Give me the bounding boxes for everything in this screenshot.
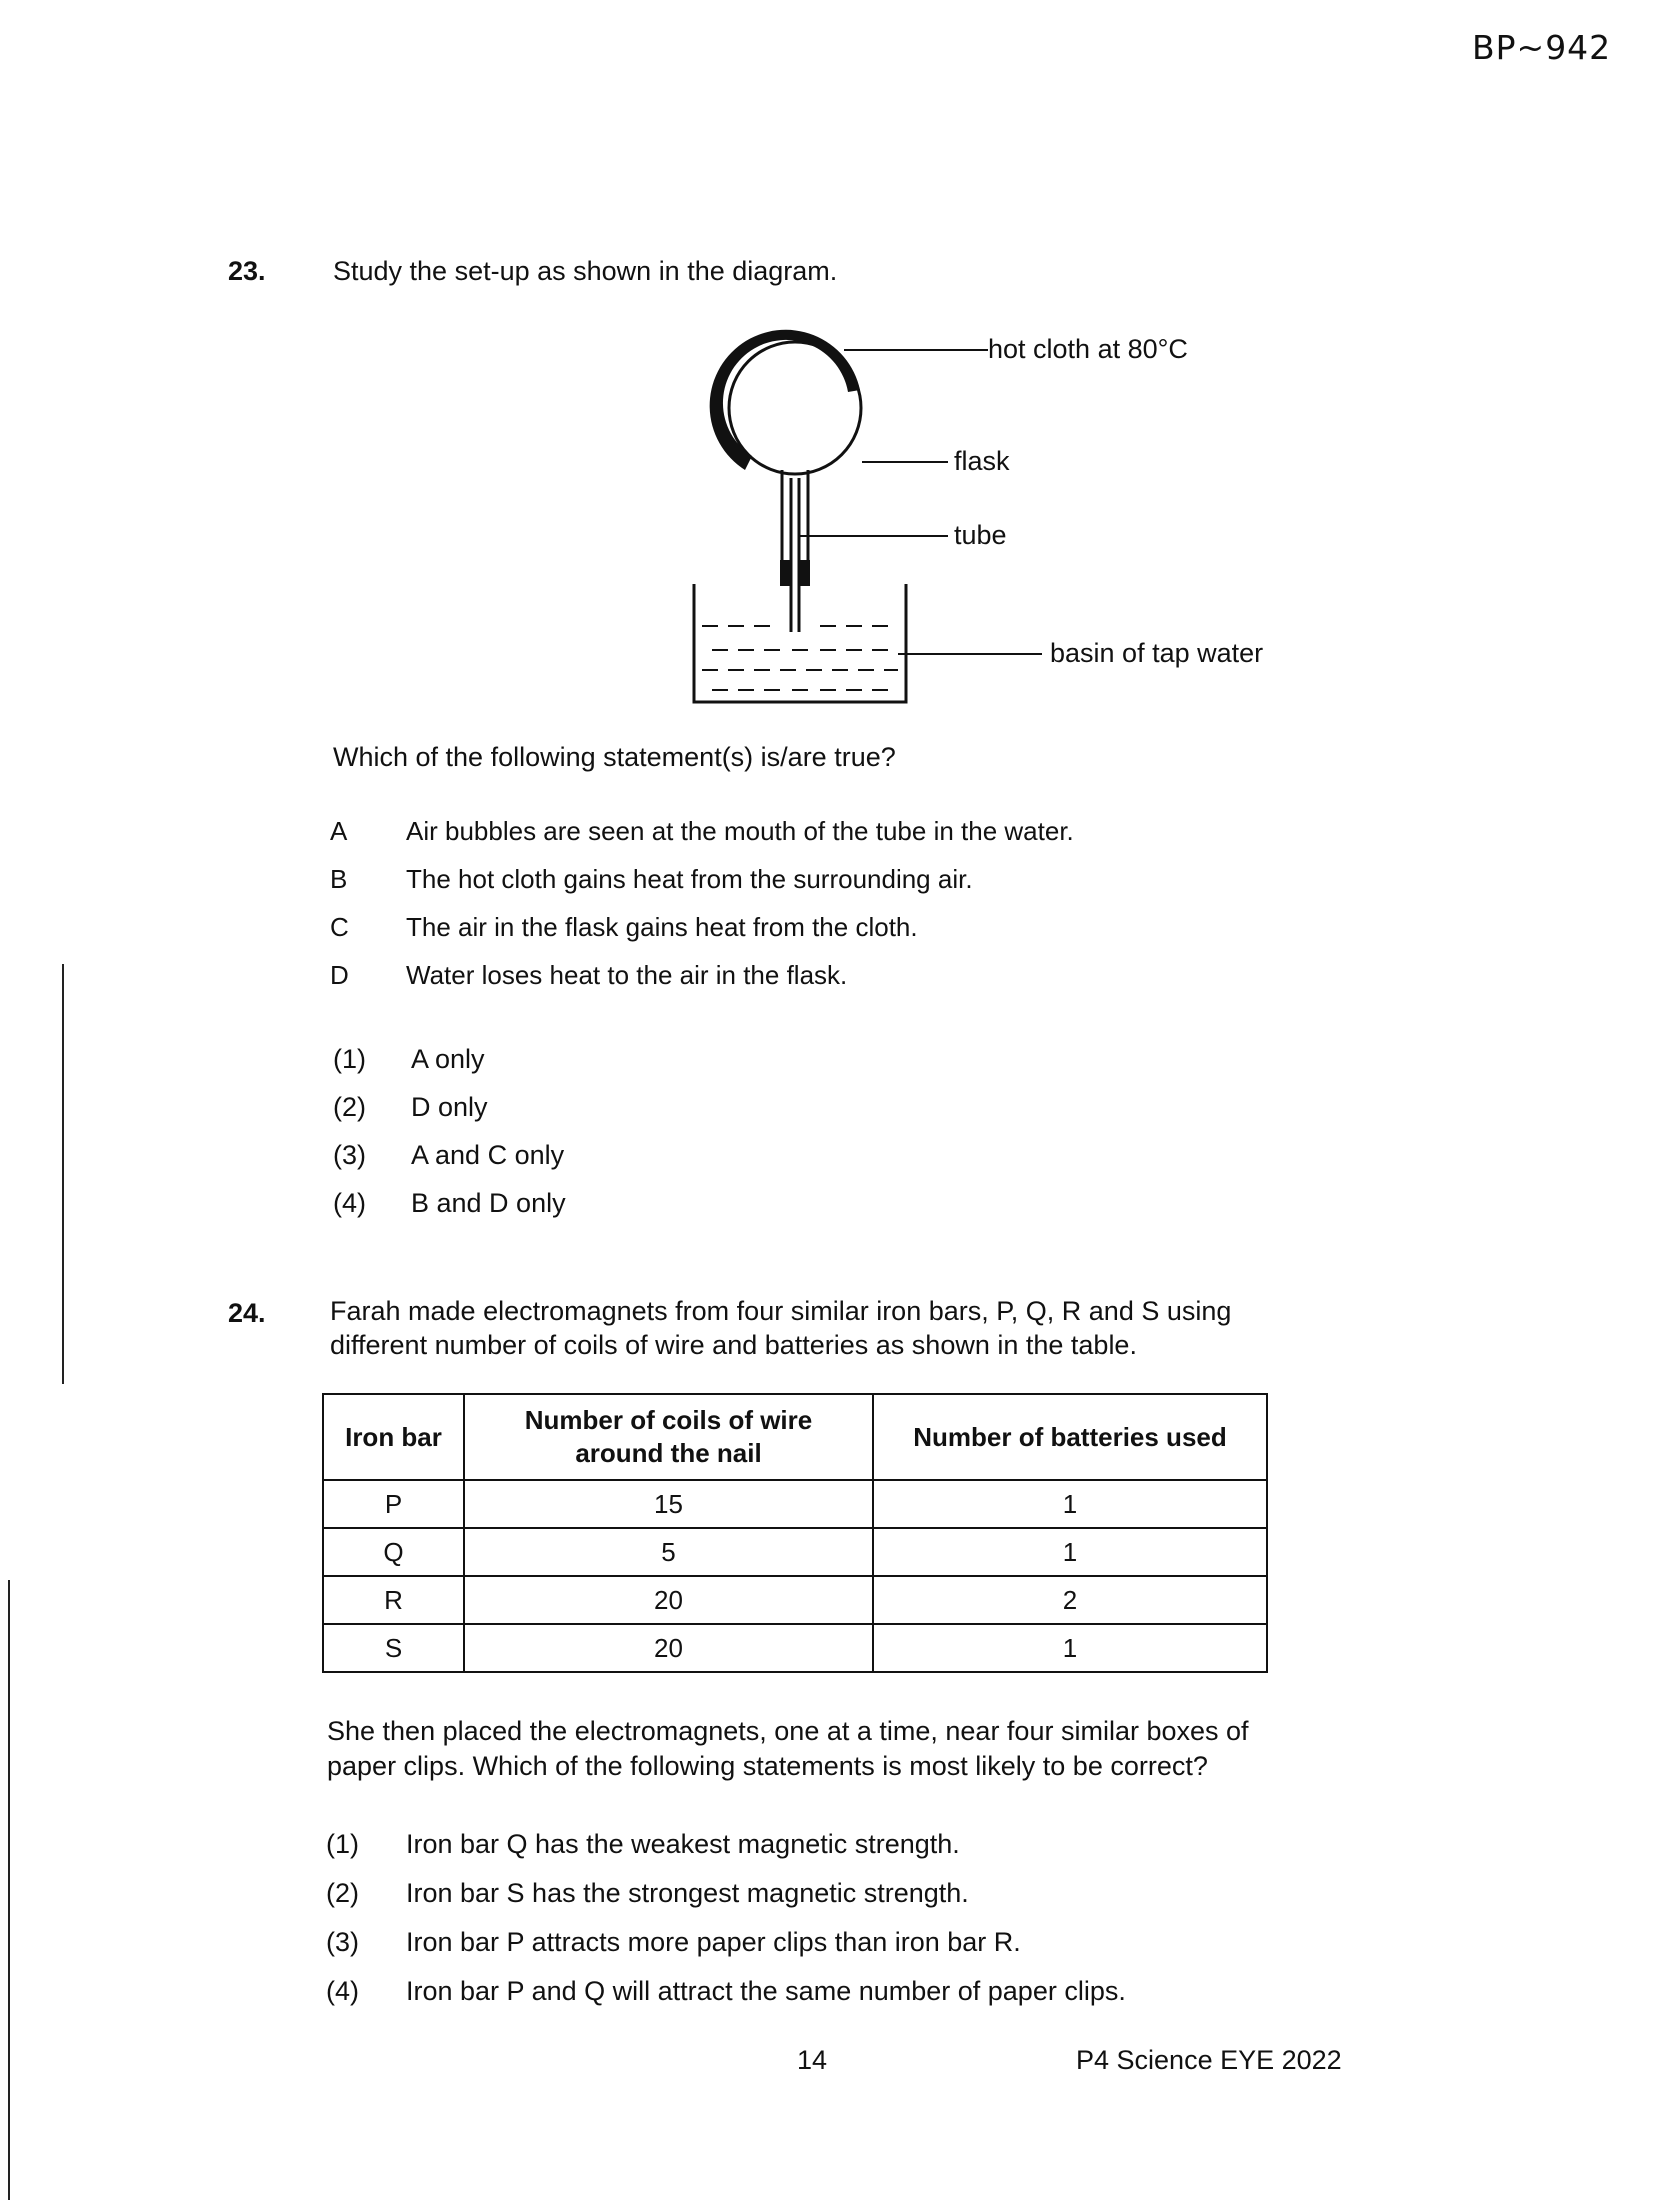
hot-cloth [710, 330, 860, 470]
header-iron-bar: Iron bar [323, 1394, 464, 1480]
option-text: Iron bar S has the strongest magnetic strength. [406, 1878, 969, 1908]
cell-coils: 5 [464, 1528, 873, 1576]
label-flask: flask [954, 446, 1010, 476]
scan-margin-line-lower [8, 1580, 10, 2200]
statement-text: The air in the flask gains heat from the cloth. [406, 912, 918, 942]
question-23-stem: Which of the following statement(s) is/are true? [333, 742, 896, 772]
cell-bar: S [323, 1624, 464, 1672]
cell-bar: P [323, 1480, 464, 1528]
scan-margin-line [62, 964, 64, 1384]
cell-batteries: 2 [873, 1576, 1267, 1624]
table-row [323, 1624, 1267, 1672]
cell-coils: 20 [464, 1576, 873, 1624]
electromagnet-table [322, 1393, 1268, 1673]
option-number: (3) [333, 1140, 366, 1170]
option-number: (4) [326, 1976, 359, 2006]
question-24-followup-line1: She then placed the electromagnets, one at a time, near four similar boxes of [327, 1716, 1249, 1746]
option-text: B and D only [411, 1188, 566, 1218]
statement-letter: D [330, 960, 349, 990]
option-text: D only [411, 1092, 488, 1122]
statement-text: Air bubbles are seen at the mouth of the tube in the water. [406, 816, 1074, 846]
question-23-prompt: Study the set-up as shown in the diagram. [333, 256, 838, 286]
table-header-row [323, 1394, 1267, 1480]
header-coils [464, 1394, 873, 1480]
header-batteries: Number of batteries used [873, 1394, 1267, 1480]
question-23-number: 23. [228, 256, 266, 286]
question-24-intro-line1: Farah made electromagnets from four similar iron bars, P, Q, R and S using [330, 1296, 1232, 1326]
cell-coils: 20 [464, 1624, 873, 1672]
statement-text: The hot cloth gains heat from the surrounding air. [406, 864, 973, 894]
statement-letter: B [330, 864, 348, 894]
option-text: A only [411, 1044, 485, 1074]
option-number: (2) [326, 1878, 359, 1908]
flask-diagram [0, 0, 1654, 720]
option-text: Iron bar P attracts more paper clips than iron bar R. [406, 1927, 1021, 1957]
option-text: Iron bar Q has the weakest magnetic strength. [406, 1829, 960, 1859]
label-hot-cloth: hot cloth at 80°C [988, 334, 1188, 364]
table-row [323, 1576, 1267, 1624]
question-24-intro-line2: different number of coils of wire and batteries as shown in the table. [330, 1330, 1137, 1360]
cell-bar: Q [323, 1528, 464, 1576]
option-number: (1) [333, 1044, 366, 1074]
question-24-followup-line2: paper clips. Which of the following statements is most likely to be correct? [327, 1751, 1208, 1781]
cell-coils: 15 [464, 1480, 873, 1528]
table-row [323, 1480, 1267, 1528]
cell-batteries: 1 [873, 1480, 1267, 1528]
option-number: (4) [333, 1188, 366, 1218]
header-coils-line2: around the nail [575, 1438, 762, 1468]
option-text: A and C only [411, 1140, 565, 1170]
option-number: (3) [326, 1927, 359, 1957]
table-row [323, 1528, 1267, 1576]
header-coils-line1: Number of coils of wire [524, 1405, 813, 1435]
cell-batteries: 1 [873, 1624, 1267, 1672]
cell-batteries: 1 [873, 1528, 1267, 1576]
statement-letter: A [330, 816, 348, 846]
statement-letter: C [330, 912, 349, 942]
option-text: Iron bar P and Q will attract the same number of paper clips. [406, 1976, 1126, 2006]
option-number: (2) [333, 1092, 366, 1122]
page-number: 14 [797, 2045, 828, 2075]
question-24-number: 24. [228, 1298, 266, 1328]
cell-bar: R [323, 1576, 464, 1624]
label-tube: tube [954, 520, 1007, 550]
water-surface [702, 626, 898, 690]
option-number: (1) [326, 1829, 359, 1859]
statement-text: Water loses heat to the air in the flask. [406, 960, 848, 990]
paper-code: BP~942 [1472, 28, 1612, 67]
paper-title: P4 Science EYE 2022 [1076, 2045, 1342, 2075]
label-basin: basin of tap water [1050, 638, 1264, 668]
